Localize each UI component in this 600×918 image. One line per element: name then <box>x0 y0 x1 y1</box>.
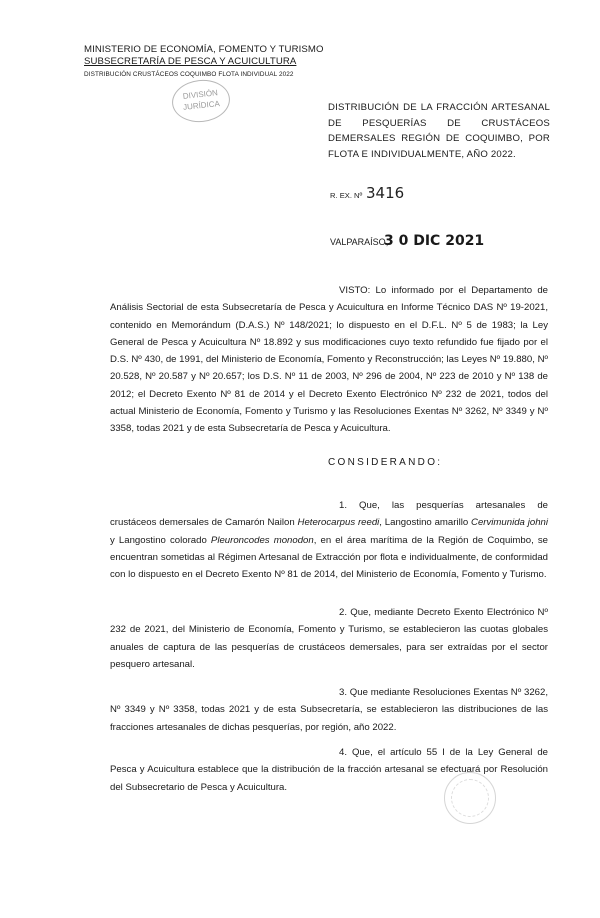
visto-paragraph: VISTO: Lo informado por el Departamento de Análisis Sectorial de esta Subsecretaría de Pesca y Acuicultura en Informe Técnico DAS Nº 19-2021, contenido en Memorándum (D.A.S.) Nº 148/2021; lo dispuesto en el D.F.L. Nº 5 de 1983; la Ley General de Pesca y Acuicultura Nº 18.892 y sus modificaciones cuyo texto refundido fue fijado por el D.S. Nº 430, de 1991, del Ministerio de Economía, Fomento y Reconstrucción; las Leyes Nº 19.880, Nº 20.528, Nº 20.587 y Nº 20.657; los D.S. Nº 11 de 2003, Nº 296 de 2004, Nº 223 de 2010 y Nº 138 de 2012; el Decreto Exento Nº 81 de 2014 y el Decreto Exento Electrónico Nº 232 de 2021, todos del actual Ministerio de Economía, Fomento y Turismo y las Resoluciones Exentas Nº 3262, Nº 3349 y Nº 3358, todas 2021 y de esta Subsecretaría de Pesca y Acuicultura. <box>110 285 548 435</box>
considerando-paragraph-1 <box>110 497 548 583</box>
resolution-label: R. EX. Nº <box>330 191 363 200</box>
file-reference: DISTRIBUCIÓN CRUSTÁCEOS COQUIMBO FLOTA INDIVIDUAL 2022 <box>84 71 294 78</box>
species-name-1: Heterocarpus reedi <box>297 517 380 529</box>
p1-text-b: , Langostino amarillo <box>379 517 472 529</box>
subsecretaria-name: SUBSECRETARÍA DE PESCA Y ACUICULTURA <box>84 56 297 67</box>
species-name-2: Cervimunida johni <box>471 517 548 529</box>
p1-text-a: 1. Que, las pesquerías artesanales de crustáceos demersales de Camarón Nailon <box>110 500 548 529</box>
considerando-paragraph-3: 3. Que mediante Resoluciones Exentas Nº 3262, Nº 3349 y Nº 3358, todas 2021 y de esta Subsecretaría, se establecieron las distribuciones de las fracciones artesanales de dichas pesquerías, por región, año 2022. <box>110 687 548 733</box>
date-stamp: 3 0 DIC 2021 <box>384 233 485 249</box>
resolution-number: 3416 <box>366 184 405 202</box>
p1-text-d: , en el área marítima de la Región de Coquimbo, se encuentran sometidas al Régimen Artesanal de Extracción por flota e individualmente, de conformidad con lo dispuesto en el Decreto Exento Nº 81 de 2014, del Ministerio de Economía, Fomento y Turismo. <box>110 534 548 581</box>
date-place: VALPARAÍSO, <box>330 237 389 247</box>
faint-seal-inner-ring <box>451 779 489 817</box>
stamp-line-2: JURÍDICA <box>182 99 221 112</box>
considerando-heading: CONSIDERANDO: <box>328 457 443 468</box>
species-name-3: Pleuroncodes monodon <box>210 534 314 546</box>
ministry-name: MINISTERIO DE ECONOMÍA, FOMENTO Y TURISMO <box>84 44 324 55</box>
considerando-paragraph-2: 2. Que, mediante Decreto Exento Electrónico Nº 232 de 2021, del Ministerio de Economía, Fomento y Turismo, se establecieron las cuotas globales anuales de captura de las pesquerías de crustáceos demersales, para ser extraídas por el sector pesquero artesanal. <box>110 607 548 670</box>
resolution-title: DISTRIBUCIÓN DE LA FRACCIÓN ARTESANAL DE PESQUERÍAS DE CRUSTÁCEOS DEMERSALES REGIÓN DE COQUIMBO, POR FLOTA E INDIVIDUALMENTE, AÑO 2022. <box>328 102 550 160</box>
division-juridica-stamp <box>170 77 232 125</box>
stamp-line-1: DIVISIÓN <box>182 88 219 101</box>
considerando-paragraph-4: 4. Que, el artículo 55 I de la Ley General de Pesca y Acuicultura establece que la distribución de la fracción artesanal se efectuará por Resolución del Subsecretario de Pesca y Acuicultura. <box>110 747 548 793</box>
p1-text-c: y Langostino colorado <box>110 534 211 546</box>
